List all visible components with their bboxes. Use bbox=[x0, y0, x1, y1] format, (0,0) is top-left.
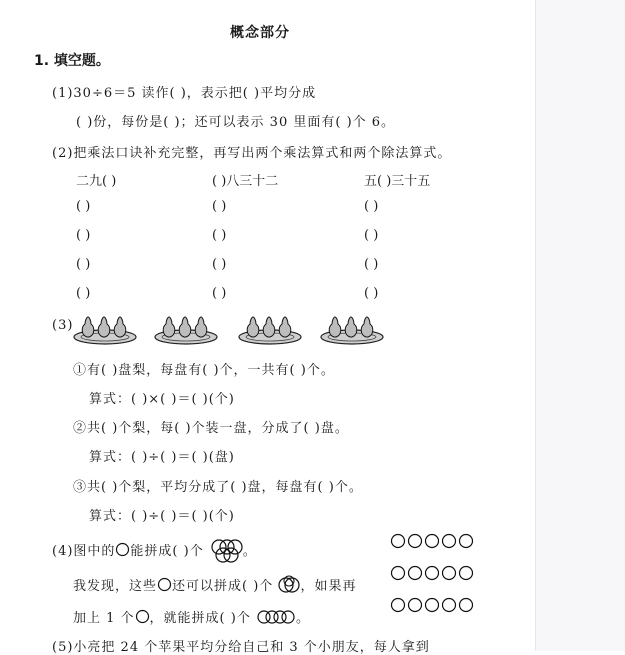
q2-head-3: 五( )三十五 bbox=[364, 174, 431, 189]
q3-label: (3) bbox=[52, 318, 74, 333]
circle-icon bbox=[135, 609, 150, 624]
circle-icon bbox=[157, 577, 172, 592]
q2-blank: ( ) bbox=[364, 228, 379, 243]
circle-icon bbox=[392, 567, 405, 580]
circle-icon bbox=[443, 535, 456, 548]
circle-icon bbox=[392, 535, 405, 548]
q3-b-calc: 算式：( )÷( )＝( )(盘) bbox=[89, 450, 235, 465]
pear-plate-icon bbox=[70, 312, 140, 346]
pear-plate-icon bbox=[317, 312, 387, 346]
q2-blank: ( ) bbox=[212, 199, 227, 214]
q2-blank: ( ) bbox=[212, 228, 227, 243]
q2-blank: ( ) bbox=[76, 228, 91, 243]
q3-c: ③共( )个梨，平均分成了( )盘，每盘有( )个。 bbox=[73, 480, 363, 495]
q4-c-1: 加上 1 个 bbox=[73, 611, 135, 626]
q2-blank: ( ) bbox=[212, 286, 227, 301]
ring-pair-icon bbox=[278, 574, 300, 596]
section-heading: 1. 填空题。 bbox=[34, 53, 110, 69]
q2-blank: ( ) bbox=[76, 257, 91, 272]
circle-icon bbox=[426, 599, 439, 612]
q4-a-3: 。 bbox=[242, 544, 257, 559]
circle-icon bbox=[426, 535, 439, 548]
ring-chain-icon bbox=[256, 609, 296, 625]
q2-blank: ( ) bbox=[212, 257, 227, 272]
q2-line-1: (2)把乘法口诀补充完整，再写出两个乘法算式和两个除法算式。 bbox=[52, 146, 452, 161]
q4-b-3: ，如果再 bbox=[300, 579, 357, 594]
pear-plate-icon bbox=[151, 312, 221, 346]
q4-a-1: (4)图中的 bbox=[52, 544, 116, 559]
circle-icon bbox=[115, 542, 130, 557]
q2-head-2: ( )八三十二 bbox=[212, 174, 279, 189]
q4-a-2: 能拼成( )个 bbox=[130, 544, 204, 559]
q2-blank: ( ) bbox=[364, 257, 379, 272]
right-panel bbox=[535, 0, 625, 651]
q1-line-2: ( )份，每份是( )；还可以表示 30 里面有( )个 6。 bbox=[76, 115, 396, 130]
q2-blank: ( ) bbox=[364, 286, 379, 301]
q4-b-1: 我发现，这些 bbox=[73, 579, 158, 594]
q3-c-calc: 算式：( )÷( )＝( )(个) bbox=[89, 509, 235, 524]
circle-icon bbox=[460, 567, 473, 580]
q4-text-b bbox=[73, 574, 356, 596]
q4-text-c bbox=[73, 607, 310, 626]
q4-c-3: 。 bbox=[295, 611, 310, 626]
circle-icon bbox=[392, 599, 405, 612]
q2-head-1: 二九( ) bbox=[76, 174, 117, 189]
circle-grid bbox=[390, 533, 480, 615]
page-title: 概念部分 bbox=[230, 25, 290, 41]
q5-line-1: (5)小亮把 24 个苹果平均分给自己和 3 个小朋友，每人拿到 bbox=[52, 640, 430, 655]
circle-icon bbox=[409, 567, 422, 580]
pear-plate-icon bbox=[235, 312, 305, 346]
q3-a: ①有( )盘梨，每盘有( )个，一共有( )个。 bbox=[73, 363, 335, 378]
circle-icon bbox=[460, 535, 473, 548]
circle-icon bbox=[443, 567, 456, 580]
q2-blank: ( ) bbox=[364, 199, 379, 214]
circle-icon bbox=[409, 535, 422, 548]
circle-icon bbox=[460, 599, 473, 612]
circle-icon bbox=[426, 567, 439, 580]
q4-text-a bbox=[52, 538, 257, 564]
q4-b-2: 还可以拼成( )个 bbox=[172, 579, 274, 594]
q2-blank: ( ) bbox=[76, 286, 91, 301]
q1-line-1: (1)30÷6＝5 读作( )，表示把( )平均分成 bbox=[52, 86, 317, 101]
q3-b: ②共( )个梨，每( )个装一盘，分成了( )盘。 bbox=[73, 421, 349, 436]
q3-a-calc: 算式：( )×( )＝( )(个) bbox=[89, 392, 235, 407]
q4-c-2: ，就能拼成( )个 bbox=[149, 611, 251, 626]
circle-icon bbox=[409, 599, 422, 612]
q2-blank: ( ) bbox=[76, 199, 91, 214]
circle-icon bbox=[443, 599, 456, 612]
ring-cluster-icon bbox=[209, 538, 243, 564]
